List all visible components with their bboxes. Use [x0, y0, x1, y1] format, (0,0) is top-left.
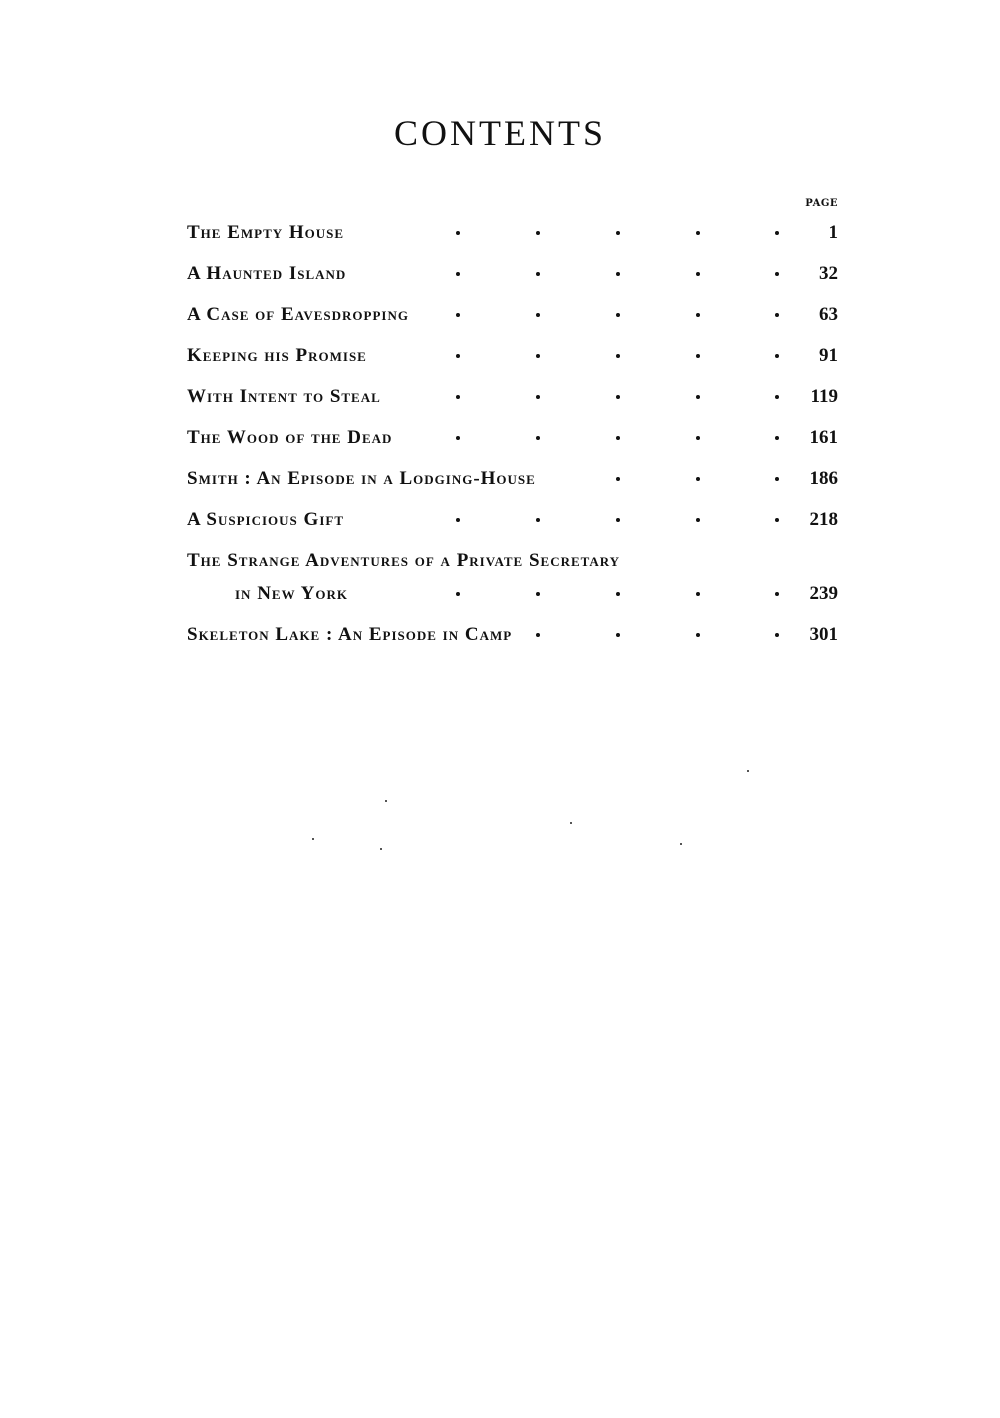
leader-dot: [775, 313, 779, 317]
toc-entry: [187, 263, 838, 293]
leader-dot: [536, 518, 540, 522]
leader-dot: [616, 272, 620, 276]
page-number: 161: [809, 427, 838, 448]
leader-dot: [536, 354, 540, 358]
leader-dot: [536, 231, 540, 235]
leader-dot: [456, 313, 460, 317]
leader-dot: [616, 436, 620, 440]
leader-dot: [775, 518, 779, 522]
leader-dot: [616, 231, 620, 235]
leader-dot: [456, 436, 460, 440]
leader-dot: [775, 354, 779, 358]
leader-dot: [456, 272, 460, 276]
entry-title: The Strange Adventures of a Private Secretary: [187, 550, 621, 571]
leader-dot: [536, 313, 540, 317]
page-column-header: PAGE: [805, 198, 838, 209]
entry-title: Keeping his Promise: [187, 345, 367, 366]
toc-entry: [187, 550, 838, 580]
scan-speck: [570, 822, 572, 824]
leader-dot: [536, 436, 540, 440]
leader-dot: [456, 354, 460, 358]
entry-title: Skeleton Lake : An Episode in Camp: [187, 624, 513, 645]
page-number: 63: [819, 304, 838, 325]
page-title: CONTENTS: [394, 113, 606, 153]
entry-title: A Case of Eavesdropping: [187, 304, 409, 325]
entry-title: With Intent to Steal: [187, 386, 381, 407]
page-number: 186: [809, 468, 838, 489]
scan-speck: [380, 848, 382, 850]
leader-dot: [616, 313, 620, 317]
page-number: 32: [819, 263, 838, 284]
leader-dot: [696, 518, 700, 522]
leader-dot: [775, 395, 779, 399]
page-number: 119: [810, 386, 838, 407]
leader-dot: [456, 231, 460, 235]
leader-dot: [775, 231, 779, 235]
leader-dot: [696, 633, 700, 637]
toc-entry: [187, 427, 838, 457]
leader-dot: [616, 395, 620, 399]
scan-speck: [680, 843, 682, 845]
leader-dot: [696, 592, 700, 596]
toc-entry: [187, 304, 838, 334]
toc-entry: [187, 222, 838, 252]
entry-title-continued: in New York: [235, 583, 348, 604]
leader-dot: [775, 477, 779, 481]
page-number: 239: [809, 583, 838, 604]
scan-speck: [385, 800, 387, 802]
leader-dot: [616, 354, 620, 358]
leader-dot: [696, 477, 700, 481]
leader-dot: [536, 272, 540, 276]
leader-dot: [616, 592, 620, 596]
leader-dot: [696, 272, 700, 276]
toc-entry: [187, 624, 838, 654]
entry-title: The Wood of the Dead: [187, 427, 393, 448]
leader-dot: [536, 395, 540, 399]
leader-dot: [456, 592, 460, 596]
scan-speck: [312, 838, 314, 840]
leader-dot: [696, 354, 700, 358]
leader-dot: [775, 633, 779, 637]
toc-entry: [187, 583, 838, 613]
toc-entry: [187, 386, 838, 416]
page-number: 1: [828, 222, 838, 243]
leader-dot: [696, 436, 700, 440]
leader-dot: [696, 313, 700, 317]
leader-dot: [775, 272, 779, 276]
leader-dot: [775, 592, 779, 596]
leader-dot: [616, 633, 620, 637]
page-number: 218: [809, 509, 838, 530]
leader-dot: [536, 633, 540, 637]
leader-dot: [616, 518, 620, 522]
entry-title: A Haunted Island: [187, 263, 347, 284]
leader-dot: [616, 477, 620, 481]
page-number: 301: [809, 624, 838, 645]
page-number: 91: [819, 345, 838, 366]
leader-dot: [456, 518, 460, 522]
leader-dot: [696, 231, 700, 235]
toc-entry: [187, 468, 838, 498]
leader-dot: [775, 436, 779, 440]
scan-speck: [747, 770, 749, 772]
toc-entry: [187, 509, 838, 539]
entry-title: A Suspicious Gift: [187, 509, 344, 530]
toc-entry: [187, 345, 838, 375]
entry-title: Smith : An Episode in a Lodging-House: [187, 468, 536, 489]
leader-dot: [456, 395, 460, 399]
leader-dot: [536, 592, 540, 596]
entry-title: The Empty House: [187, 222, 345, 243]
leader-dot: [696, 395, 700, 399]
